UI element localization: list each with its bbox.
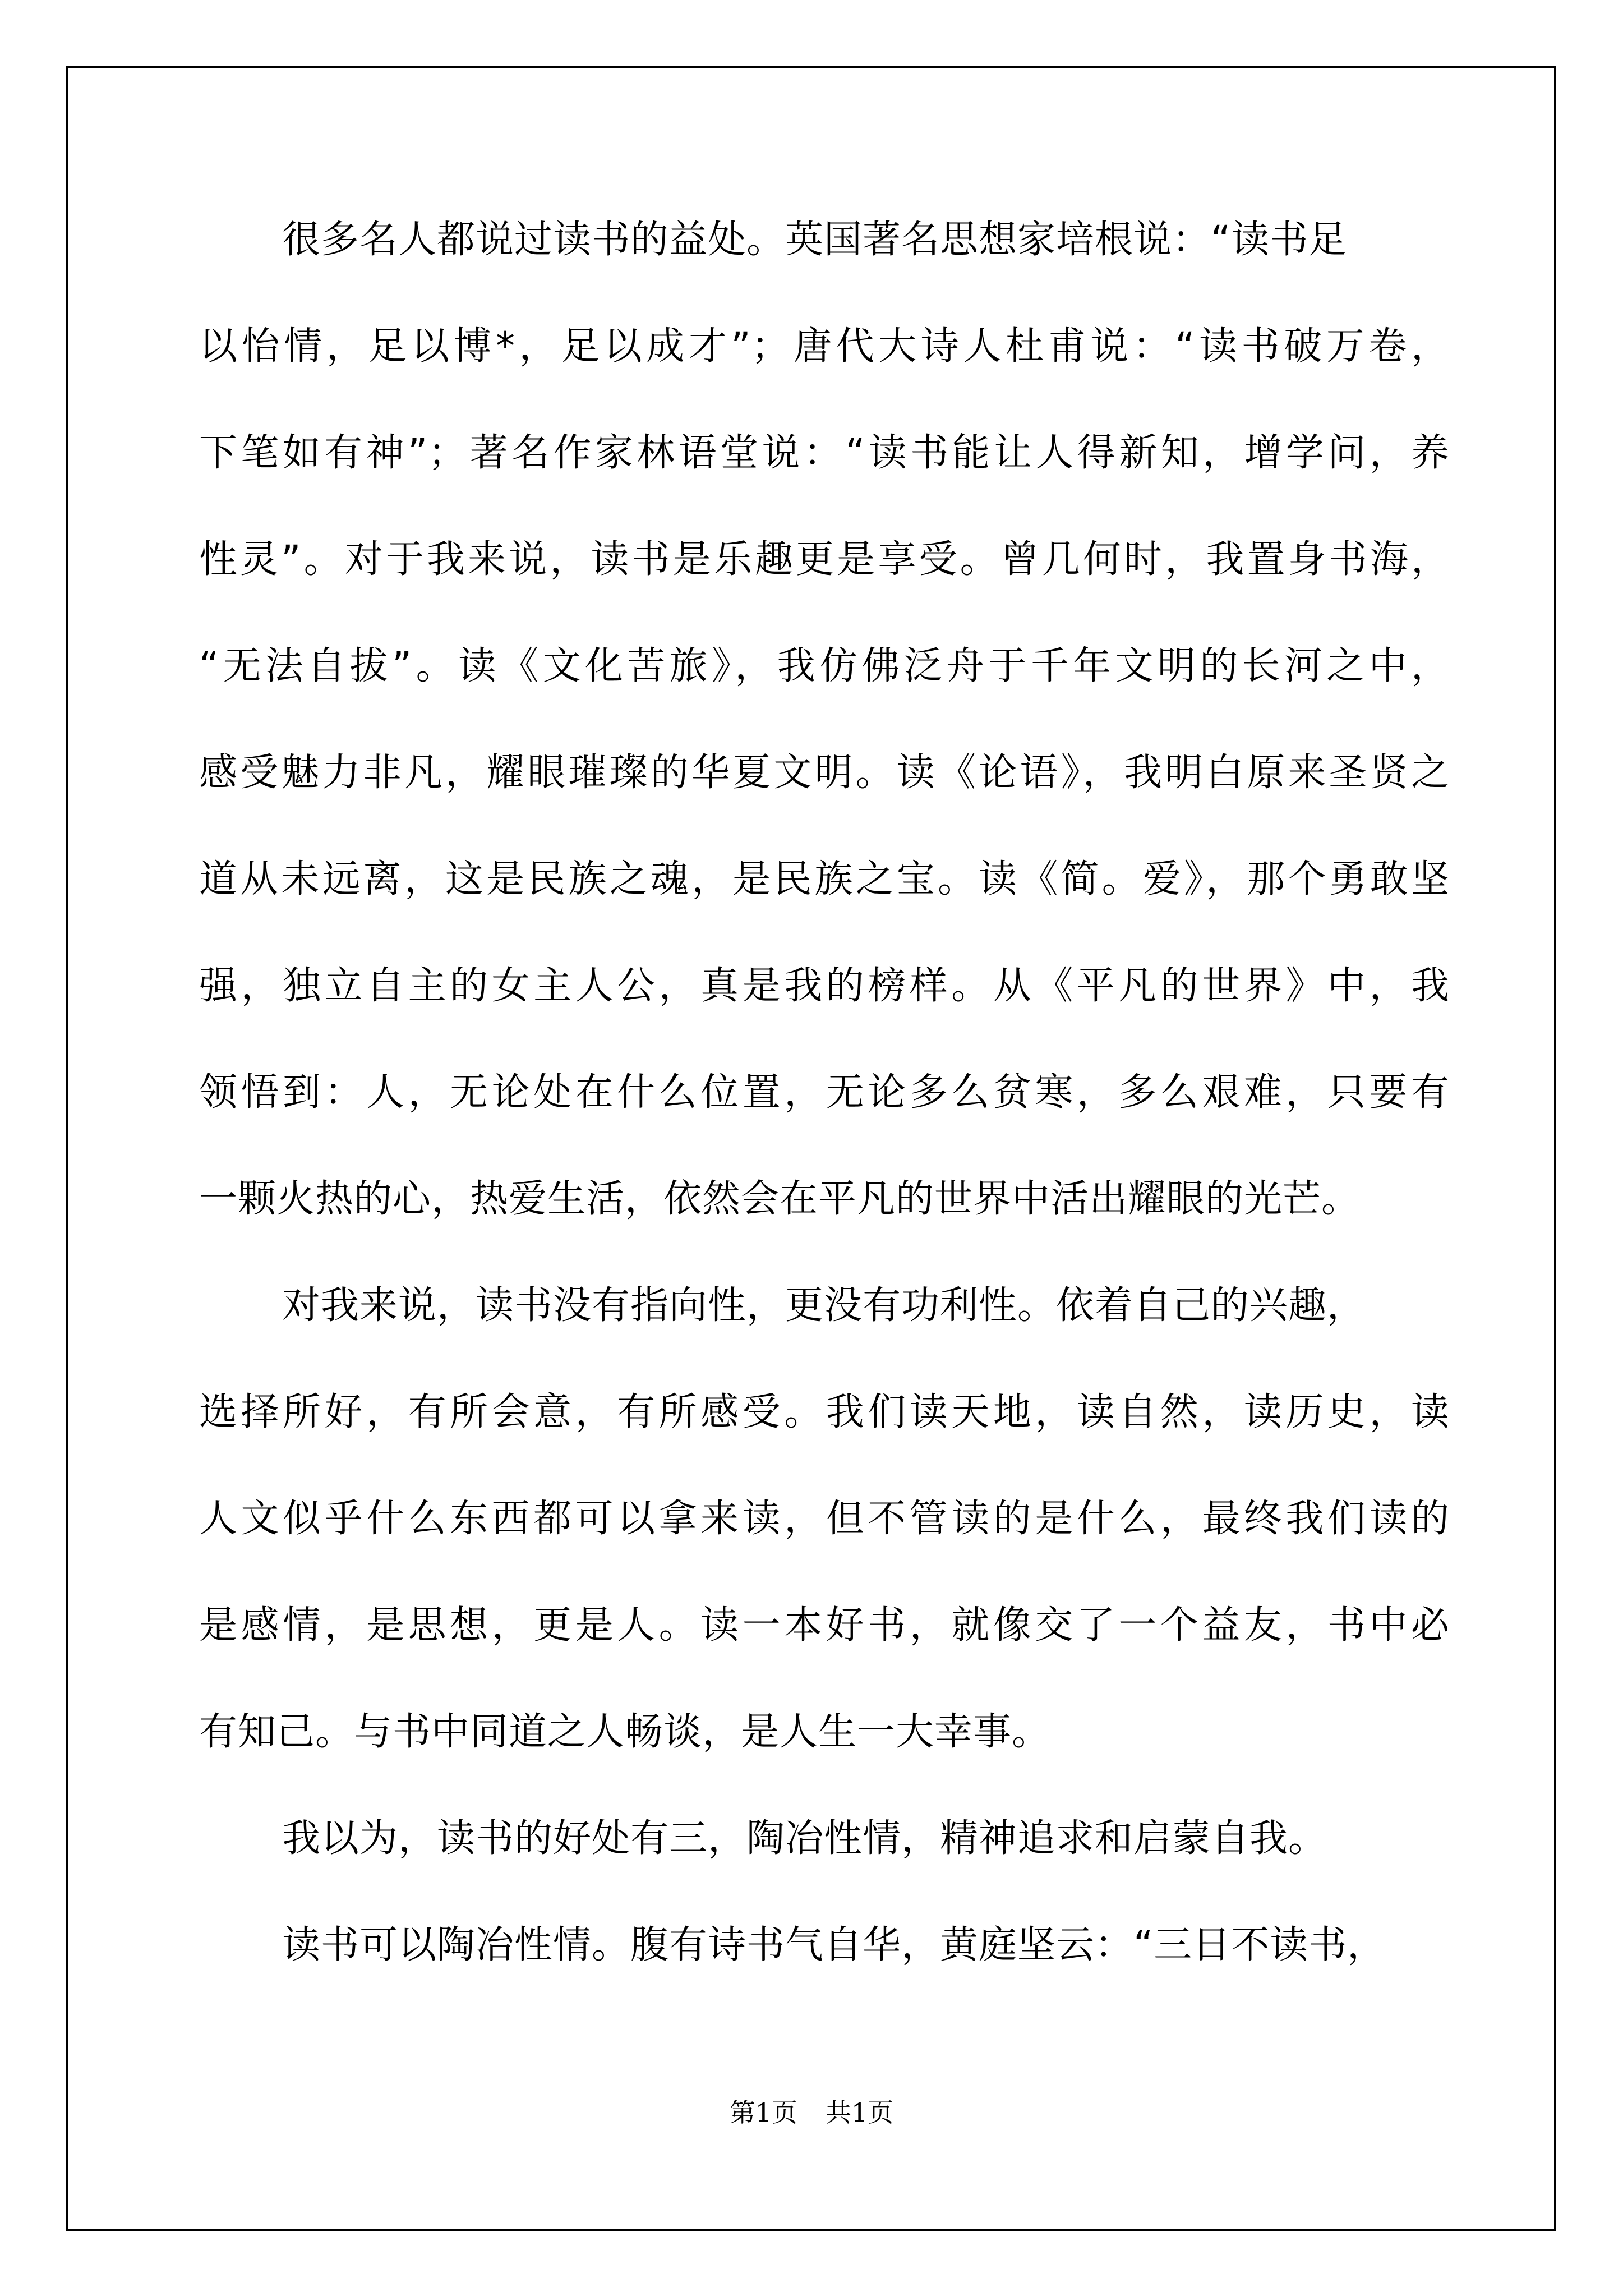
paragraph-line: 感受魅力非凡，耀眼璀璨的华夏文明。读《论语》，我明白原来圣贤之 <box>199 751 1450 795</box>
paragraph-line: 人文似乎什么东西都可以拿来读，但不管读的是什么，最终我们读的 <box>199 1497 1450 1541</box>
paragraph-line: 是感情，是思想，更是人。读一本好书，就像交了一个益友，书中必 <box>199 1603 1450 1648</box>
page-total: 共1页 <box>826 2097 894 2128</box>
document-body <box>199 212 1450 2024</box>
paragraph-line: 一颗火热的心，热爱生活，依然会在平凡的世界中活出耀眼的光芒。 <box>199 1177 1361 1221</box>
paragraph-line: 读书可以陶冶性情。腹有诗书气自华，黄庭坚云：“三日不读书， <box>282 1923 1386 1967</box>
paragraph-line: 很多名人都说过读书的益处。英国著名思想家培根说：“读书足 <box>282 218 1348 262</box>
paragraph-line: 下笔如有神”；著名作家林语堂说：“读书能让人得新知，增学问，养 <box>199 431 1450 475</box>
page-number: 第1页 <box>729 2097 797 2128</box>
paragraph-line: 性灵”。对于我来说，读书是乐趣更是享受。曾几何时，我置身书海， <box>199 537 1450 582</box>
paragraph-line: 强，独立自主的女主人公，真是我的榜样。从《平凡的世界》中，我 <box>199 964 1450 1008</box>
paragraph-line: 领悟到：人，无论处在什么位置，无论多么贫寒，多么艰难，只要有 <box>199 1070 1450 1115</box>
paragraph-line: “无法自拔”。读《文化苦旅》，我仿佛泛舟于千年文明的长河之中， <box>199 644 1450 688</box>
paragraph-line: 有知己。与书中同道之人畅谈，是人生一大幸事。 <box>199 1710 1051 1754</box>
paragraph-line: 道从未远离，这是民族之魂，是民族之宝。读《简。爱》，那个勇敢坚 <box>199 857 1450 901</box>
paragraph-line: 对我来说，读书没有指向性，更没有功利性。依着自己的兴趣， <box>282 1283 1366 1328</box>
paragraph-line: 以怡情，足以博*，足以成才”；唐代大诗人杜甫说：“读书破万卷， <box>199 324 1450 369</box>
paragraph-line: 选择所好，有所会意，有所感受。我们读天地，读自然，读历史，读 <box>199 1390 1450 1434</box>
page-footer <box>0 2092 1623 2129</box>
paragraph-line: 我以为，读书的好处有三，陶冶性情，精神追求和启蒙自我。 <box>282 1816 1327 1861</box>
